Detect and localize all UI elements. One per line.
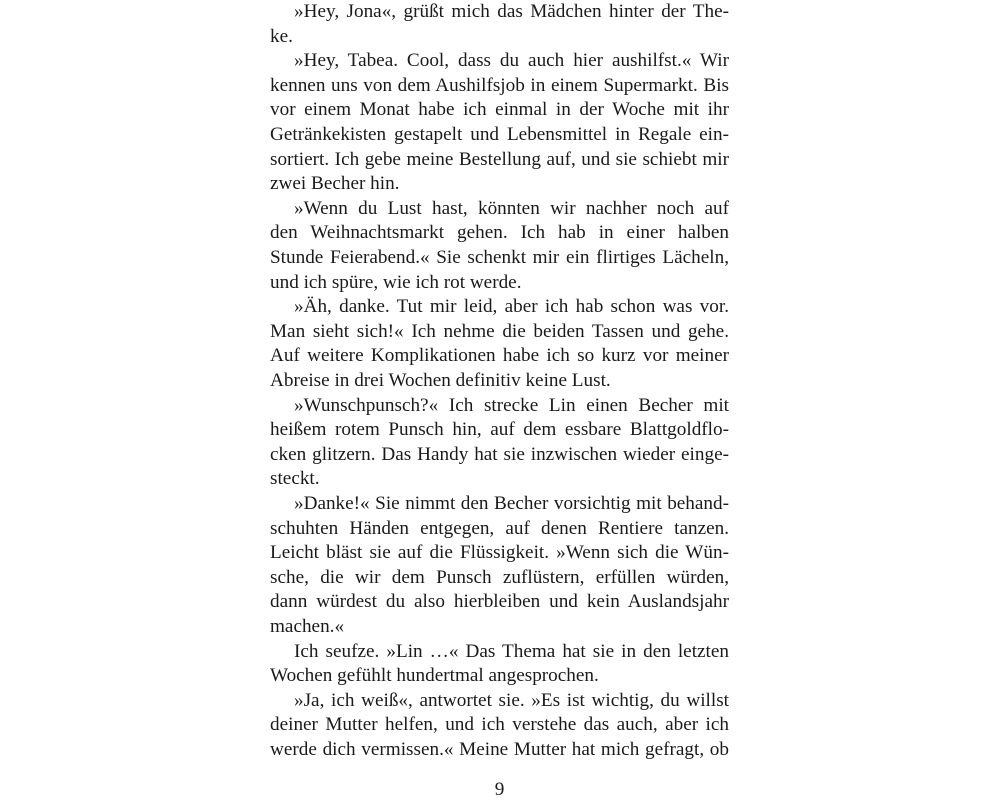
text-line: »Ja, ich weiß«, antwortet sie. »Es ist wichtig, du willst <box>294 689 729 711</box>
text-line: »Hey, Tabea. Cool, dass du auch hier aushilfst.« Wir <box>294 50 729 72</box>
text-line: »Danke!« Sie nimmt den Becher vorsichtig mit behand- <box>294 493 729 514</box>
text-line: »Wenn du Lust hast, könnten wir nachher noch auf <box>294 197 729 219</box>
text-line: werde dich vermissen.« Meine Mutter hat mich gefragt, ob <box>270 739 729 760</box>
text-line: Getränkekisten gestapelt und Lebensmittel in Regale ein- <box>270 124 729 145</box>
text-line: zwei Becher hin. <box>270 173 400 195</box>
text-line: schuhten Händen entgegen, auf denen Rentiere tanzen. <box>270 517 729 539</box>
text-line: kennen uns von dem Aushilfsjob in einem Supermarkt. Bis <box>270 74 729 96</box>
text-line: Stunde Feierabend.« Sie schenkt mir ein flirtiges Lächeln, <box>270 247 729 268</box>
text-line: deiner Mutter helfen, und ich verstehe das auch, aber ich <box>270 714 729 736</box>
text-line: sche, die wir dem Punsch zuflüstern, erfüllen würden, <box>270 566 729 588</box>
text-line: cken glitzern. Das Handy hat sie inzwischen wieder einge- <box>270 443 729 465</box>
text-line: Man sieht sich!« Ich nehme die beiden Tassen und gehe. <box>270 320 729 342</box>
text-line: Ich seufze. »Lin …« Das Thema hat sie in den letzten <box>294 640 729 662</box>
text-line: steckt. <box>270 468 320 490</box>
text-line: Leicht bläst sie auf die Flüssigkeit. »Wenn sich die Wün- <box>270 542 729 564</box>
text-line: »Äh, danke. Tut mir leid, aber ich hab schon was vor. <box>294 296 729 318</box>
text-line: Abreise in drei Wochen definitiv keine Lust. <box>270 370 611 391</box>
text-line: »Wunschpunsch?« Ich strecke Lin einen Becher mit <box>294 394 729 416</box>
text-line: sortiert. Ich gebe meine Bestellung auf, und sie schiebt mir <box>270 148 729 170</box>
text-line: machen.« <box>270 616 345 637</box>
text-line: Wochen gefühlt hundertmal angesprochen. <box>270 665 599 687</box>
text-line: und ich spüre, wie ich rot werde. <box>270 271 522 293</box>
text-line: »Hey, Jona«, grüßt mich das Mädchen hinter der The- <box>294 1 729 22</box>
book-page <box>270 0 730 800</box>
page-number: 9 <box>494 779 505 800</box>
text-line: heißem rotem Punsch hin, auf dem essbare Blattgoldflo- <box>270 419 729 441</box>
text-line: dann würdest du also hierbleiben und kein Auslandsjahr <box>270 591 729 613</box>
text-line: vor einem Monat habe ich einmal in der Woche mit ihr <box>270 99 729 121</box>
text-line: ke. <box>270 25 293 47</box>
text-line: Auf weitere Komplikationen habe ich so kurz vor meiner <box>270 345 729 367</box>
text-line: den Weihnachtsmarkt gehen. Ich hab in einer halben <box>270 222 729 244</box>
